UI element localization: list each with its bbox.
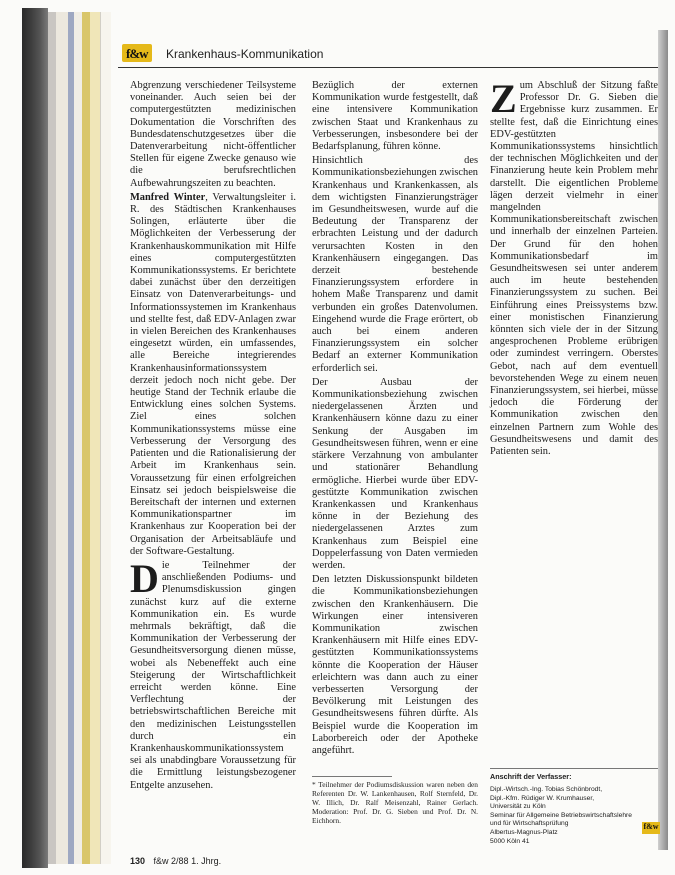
paragraph: Den letzten Diskussionspunkt bildeten die Kommunikationsbeziehungen zwischen den Krankenhäusern. Die Wirkungen einer intensiveren Kommunikation zwischen Krankenhäusern mit Hilfe eines EDV-gestützten Kommunikationssystems könnte die Kooperation der Häuser erleichtern was dann auch zu einer verbesserten Versorgung der Bevölkerung mit Leistungen des Gesundheitswesens führen dürfte. Als Beispiel wurde die Kooperation im Laborbereich oder der Apotheke angeführt.	[312, 574, 478, 756]
address-line: Dipl.-Wirtsch.-Ing. Tobias Schönbrodt,	[490, 786, 603, 793]
page-edge-strip	[90, 12, 100, 864]
page-edge-strip	[48, 12, 56, 864]
page-edge-strip	[100, 12, 111, 864]
paragraph-text: ie Teilnehmer der anschließenden Podiums- und Plenumsdiskussion gingen zunächst kurz auf die externe Kommunikation ein. Es wurde mehrmals bekräftigt, daß die Kommunikation der Verbesserung der Gesundheitsversorgung dienen müsse, wobei als Nebeneffekt auch eine Steigerung der Wirtschaftlichkeit erreicht werden könne. Eine Verflechtung der betriebswirtschaftlichen Bereiche mit den medizinischen Leistungsstellen durch ein Krankenhauskommunikationssystem sei als unabdingbare Voraussetzung für die Ermittlung leistungsbezogener Entgelte anzusehen.	[130, 559, 296, 791]
address-line: und für Wirtschaftsprüfung	[490, 820, 569, 828]
drop-cap: Z	[490, 76, 517, 121]
address-line: Universität zu Köln	[490, 803, 546, 811]
paragraph-text: um Abschluß der Sitzung faßte Professor Dr. G. Sieben die Ergebnisse kurz zusammen. Er stellte fest, daß die Einrichtung eines EDV-gestützten Kommunikationssystems hinsichtlich der technischen Möglichkeiten und der Finanzierung heute kein Problem mehr darstellt. Die eigentlichen Probleme lägen derzeit vielmehr in einer mangelnden Kommunikationsbereitschaft zwischen und innerhalb der einzelnen Parteien. Der Grund für den hohen Kommunikationsbedarf im Gesundheitswesen sei unter anderem auch im heute bestehenden Finanzierungssystem zu suchen. Bei Einführung eines Preissystems bzw. einer monistischen Finanzierung könnten sich viele der in der Sitzung angesprochenen Probleme erübrigen oder zumindest verringern. Oberstes Gebot, nach auf dem eventuell bevorstehenden Wege zu einem neuen Finanzierungssystem, sei hierbei, müsse jedoch die Förderung der Kommunikation zwischen den einzelnen Partnern zum Wohle des Gesundheitswesens und damit des Patienten sein.	[490, 80, 658, 458]
page-edge-strip	[74, 12, 82, 864]
authors-title: Anschrift der Verfasser:	[490, 772, 572, 781]
footnote: * Teilnehmer der Podiumsdiskussion waren neben den Referenten Dr. W. Lankenhausen, Rolf Sternfeld, Dr. W. Illich, Dr. Ralf Meisenzahl, Rainer Gerlach. Moderation: Prof. Dr. G. Sieben und Prof. Dr. N. Eichhorn.	[312, 780, 478, 825]
page-footer	[130, 856, 221, 866]
column-3	[490, 76, 658, 460]
right-page-edge	[658, 30, 668, 850]
paragraph: Abgrenzung verschiedener Teilsysteme voneinander. Auch seien bei der computergestützten medizinischen Dokumentation die Vorschriften des Bundesdatenschutzgesetzes über die Datenverarbeitung nicht-öffentlicher Stellen für eigene Zwecke genauso wie die berufsrechtlichen Aufbewahrungszeiten zu beachten.	[130, 80, 296, 189]
paragraph	[490, 76, 658, 458]
book-spine-shadow	[22, 8, 48, 868]
paragraph-text: , Verwaltungsleiter i. R. des Städtischen Krankenhauses Solingen, erläuterte über die Möglichkeiten der Verbesserung der Krankenhauskommunikation mit Hilfe eines computergestützten Kommunikationssystems. Er berichtete dabei zunächst über den derzeitigen Einsatz von Datenverarbeitungs- und Informationssystemen im Krankenhaus und stellte fest, daß EDV-Anlagen zwar in vielen Bereichen des Krankenhauses eingesetzt würden, ein umfassendes, alle Bereiche integrierendes Krankenhausinformationssystem derzeit jedoch noch nicht gebe. Der heutige Stand der Technik erlaube die Entwicklung eines solchen Systems. Ziel eines solchen Kommunikationssystems müsse eine Verbesserung der Versorgung des Patienten und die Rationalisierung der Arbeit im Krankenhaus sein. Voraussetzung für einen erfolgreichen Einsatz sei jedoch beispielsweise die Bereitschaft der internen und externen Kommunikationspartner im Krankenhaus zur Kooperation bei der Organisation der Arbeitsabläufe und der Software-Gestaltung.	[130, 191, 296, 557]
address-line: Albertus-Magnus-Platz	[490, 828, 558, 836]
footnote-rule	[312, 776, 392, 777]
page-number: 130	[130, 856, 146, 866]
address-line: Dipl.-Kfm. Rüdiger W. Krumhauser,	[490, 794, 595, 802]
paragraph	[130, 192, 296, 558]
page-header	[118, 44, 658, 66]
header-rule	[118, 67, 658, 68]
address-line: Seminar für Allgemeine Betriebswirtschaftslehre	[490, 811, 632, 819]
paragraph: Hinsichtlich des Kommunikationsbeziehungen zwischen Krankenhaus und Krankenkassen, als dem wichtigsten Finanzierungsträger im Gesundheitswesen, wurde auf die Bedeutung der Transparenz der erbrachten Leistung und der dadurch verursachten Kosten in den Krankenhäusern eingegangen. Das derzeit bestehende Finanzierungssystem erfordere in hohem Maße Transparenz und damit verbunden ein großes Datenvolumen. Eingehend wurde die Frage erörtert, ob auch bei einem anderen Finanzierungssystem ein solcher Bedarf an externer Kommunikation erforderlich sei.	[312, 155, 478, 374]
paragraph	[130, 555, 296, 792]
paragraph: Der Ausbau der Kommunikationsbeziehung zwischen niedergelassenen Ärzten und Krankenhäusern könne dazu zu einer Senkung der Ausgaben im Gesundheitswesen führen, wenn er eine stärkere Verzahnung von ambulanter und stationärer Behandlung ermögliche. Hierbei wurde über EDV-gestützte Kommunikation zwischen Krankenkassen und Krankenhaus könne in der Beziehung des niedergelassenen Arztes zum Krankenhaus zum Beispiel eine Doppelerfassung von Daten vermieden werden.	[312, 376, 478, 571]
journal-issue: f&w 2/88 1. Jhrg.	[153, 856, 222, 866]
drop-cap: D	[130, 555, 159, 601]
end-mark-logo: f&w	[642, 822, 660, 834]
authors-rule	[490, 768, 658, 769]
page-edge-strip	[82, 12, 90, 864]
journal-logo: f&w	[126, 46, 148, 61]
page-edge-strip	[56, 12, 68, 864]
authors-address	[490, 786, 658, 846]
address-line: 5000 Köln 41	[490, 837, 530, 845]
column-2	[312, 80, 478, 759]
column-1	[130, 80, 296, 794]
paragraph: Bezüglich der externen Kommunikation wurde festgestellt, daß eine intensivere Kommunikation zwischen Staat und Krankenhaus zu Verbesserungen, insbesondere bei der Bedarfsplanung, führen könne.	[312, 80, 478, 153]
speaker-name: Manfred Winter	[130, 191, 206, 203]
running-head: Krankenhaus-Kommunikation	[166, 47, 324, 61]
